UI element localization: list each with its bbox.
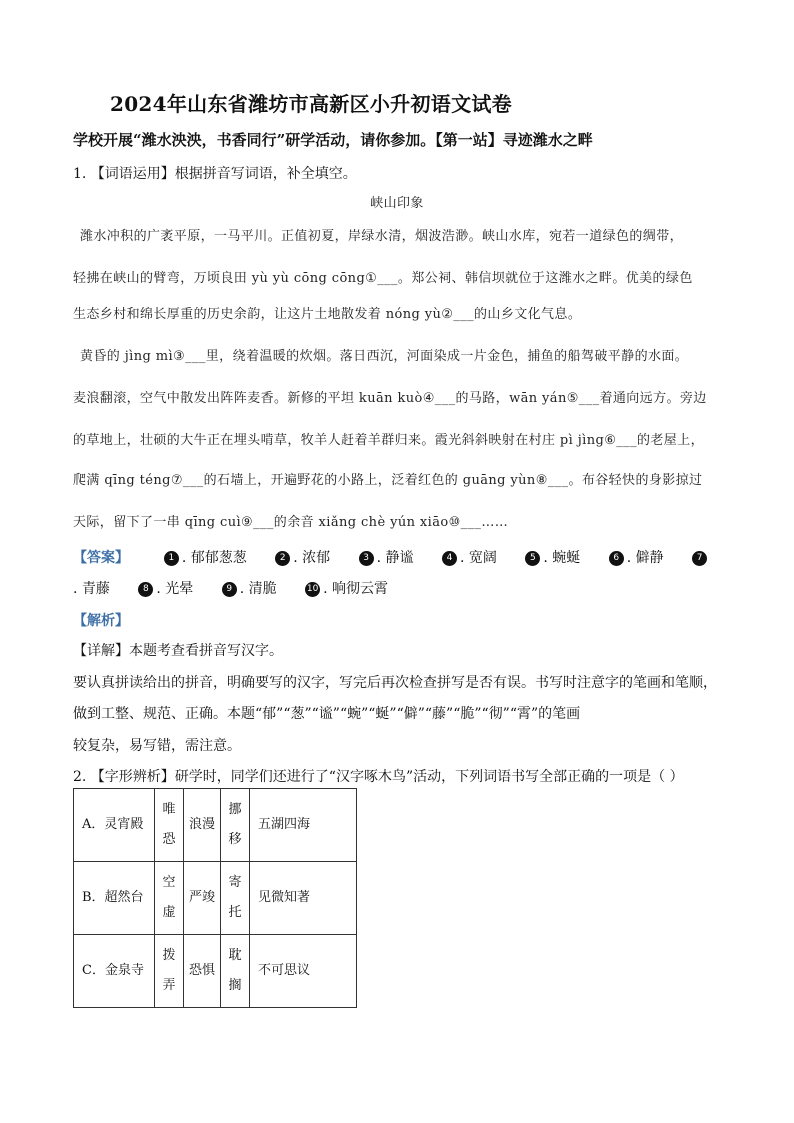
answer-item: 9 . 清脆	[222, 581, 277, 597]
table-row	[74, 789, 357, 862]
table-cell: 寄 托	[221, 862, 250, 935]
answer-item: 8 . 光晕	[138, 581, 193, 597]
answer-number: 8	[138, 582, 153, 597]
answer-number: 9	[222, 582, 237, 597]
activity-intro: 学校开展“潍水泱泱，书香同行”研学活动，请你参加。【第一站】寻迹潍水之畔	[73, 131, 593, 149]
explain-line: 较复杂，易写错，需注意。	[73, 738, 241, 754]
answer-item: . 青藤	[73, 581, 110, 597]
table-cell: 恐惧	[184, 935, 221, 1008]
answer-item: 10 . 响彻云霄	[306, 581, 388, 597]
table-cell: 唯 恐	[155, 789, 184, 862]
explain-line: 要认真拼读给出的拼音，明确要写的汉字，写完后再次检查拼写是否有误。书写时注意字的笔画和笔顺，	[73, 675, 717, 691]
answer-row	[73, 578, 412, 598]
answer-item: 3 . 静谧	[359, 550, 414, 566]
answer-number: 4	[442, 551, 457, 566]
explain-line: 做到工整、规范、正确。本题“郁”“葱”“谧”“蜿”“蜒”“僻”“藤”“脆”“彻”“霄”的笔画	[73, 706, 581, 722]
answer-item: 5 . 蜿蜒	[525, 550, 580, 566]
table-cell: 浪漫	[184, 789, 221, 862]
answer-number: 10	[305, 582, 320, 597]
question-1-prompt: 1. 【词语运用】根据拼音写词语，补全填空。	[73, 166, 357, 182]
answer-number: 7	[692, 551, 707, 566]
answer-item: 2 . 浓郁	[275, 550, 330, 566]
table-cell: 严竣	[184, 862, 221, 935]
story-line: 爬满 qīng téng⑦___的石墙上，开遍野花的小路上，泛着红色的 guāng yùn⑧___。布谷轻快的身影掠过	[73, 473, 703, 488]
story-line: 轻拂在峡山的臂弯，万顷良田 yù yù cōng cōng①___。郑公祠、韩信坝就位于这潍水之畔。优美的绿色	[73, 271, 693, 286]
option-label: B．超然台	[74, 862, 155, 935]
option-label: A．灵宵殿	[74, 789, 155, 862]
answer-number: 1	[164, 551, 179, 566]
story-title: 峡山印象	[370, 196, 424, 211]
table-cell: 拨 弄	[155, 935, 184, 1008]
table-cell: 耽 搁	[221, 935, 250, 1008]
answer-item: 4 . 宽阔	[442, 550, 497, 566]
table-row	[74, 862, 357, 935]
answer-number: 2	[275, 551, 290, 566]
detail-text: 【详解】本题考查看拼音写汉字。	[73, 643, 283, 659]
answer-label: 【答案】	[73, 550, 129, 566]
story-line: 生态乡村和绵长厚重的历史余韵，让这片土地散发着 nóng yù②___的山乡文化气息。	[73, 307, 582, 322]
table-cell: 五湖四海	[250, 789, 357, 862]
story-line: 潍水冲积的广袤平原，一马平川。正值初夏，岸绿水清，烟波浩渺。峡山水库，宛若一道绿色的绸带，	[80, 229, 684, 244]
table-cell: 挪 移	[221, 789, 250, 862]
options-table	[73, 788, 357, 1008]
table-cell: 见微知著	[250, 862, 357, 935]
story-line: 黄昏的 jìng mì③___里，绕着温暖的炊烟。落日西沉，河面染成一片金色，捕鱼的船驾破平静的水面。	[80, 349, 689, 364]
answer-number: 5	[525, 551, 540, 566]
table-cell: 不可思议	[250, 935, 357, 1008]
story-line: 天际，留下了一串 qīng cuì⑨___的余音 xiǎng chè yún xiāo⑩___……	[73, 515, 509, 530]
answer-item: 1 . 郁郁葱葱	[164, 550, 247, 566]
answer-row	[73, 547, 710, 567]
option-label: C．金泉寺	[74, 935, 155, 1008]
question-2-prompt: 2. 【字形辨析】研学时，同学们还进行了“汉字啄木鸟”活动，下列词语书写全部正确的一项是（ ）	[73, 769, 684, 785]
answer-number: 3	[359, 551, 374, 566]
table-row	[74, 935, 357, 1008]
table-cell: 空 虚	[155, 862, 184, 935]
answer-number: 6	[609, 551, 624, 566]
story-line: 的草地上，壮硕的大牛正在埋头啃草，牧羊人赶着羊群归来。霞光斜斜映射在村庄 pì jìng⑥___的老屋上，	[73, 433, 704, 448]
answer-item: 6 . 僻静	[609, 550, 664, 566]
exam-title: 2024年山东省潍坊市高新区小升初语文试卷	[110, 92, 512, 116]
analysis-label: 【解析】	[73, 613, 129, 629]
answer-item	[692, 550, 710, 566]
story-line: 麦浪翻滚，空气中散发出阵阵麦香。新修的平坦 kuān kuò④___的马路，wān yán⑤___着通向远方。旁边	[73, 391, 707, 406]
